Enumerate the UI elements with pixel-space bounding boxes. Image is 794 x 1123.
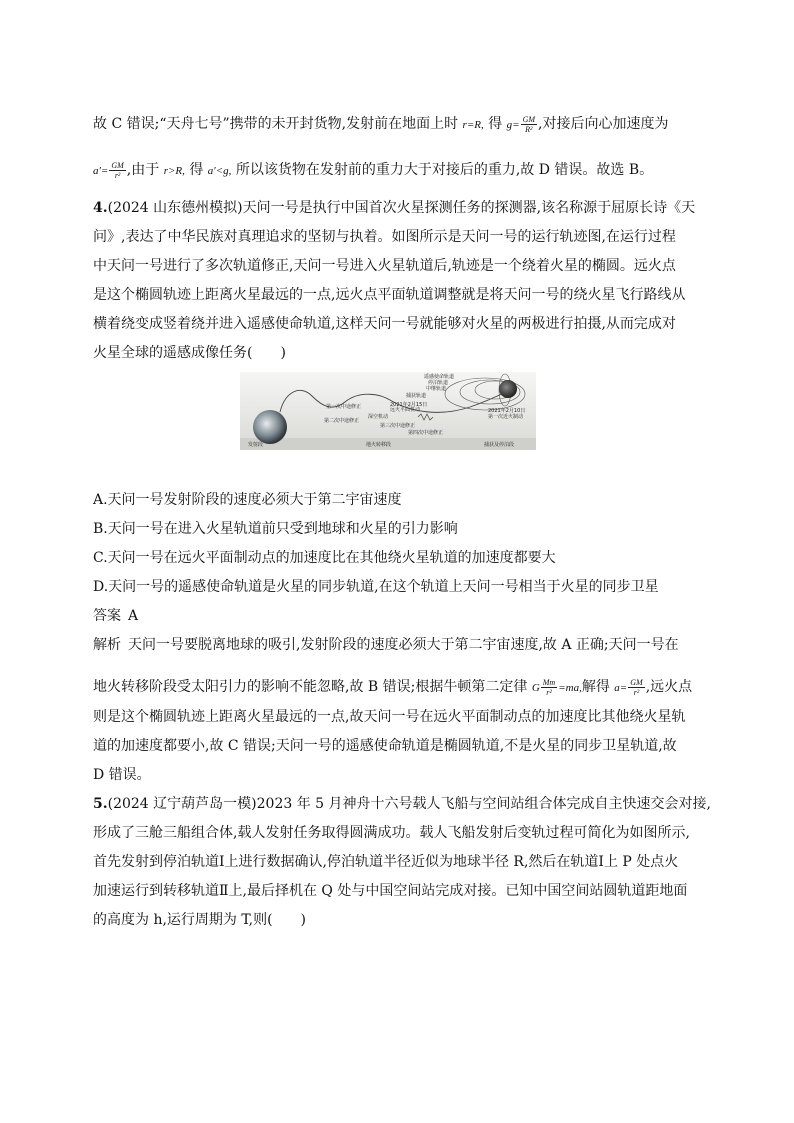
fraction-numerator: GM	[522, 114, 536, 124]
analysis-text: 则是这个椭圆轨迹上距离火星最远的一点,故天问一号在远火平面制动点的加速度比其他绕火星轨	[93, 709, 686, 725]
fraction-denominator: r²	[633, 687, 640, 697]
option-text: B.天问一号在进入火星轨道前只受到地球和火星的引力影响	[93, 521, 458, 537]
label-event-1: 远火平面机动	[390, 407, 421, 413]
math-constant: G	[531, 682, 540, 694]
q4-analysis-line-4	[93, 736, 677, 756]
question-text: 横着绕变成竖着绕并进入遥感使命轨道,这样天问一号就能够对火星的两极进行拍摄,从而完成对	[93, 316, 676, 332]
math-condition: r>R,	[163, 165, 185, 177]
label-phase-transfer: 地火转移段	[366, 442, 392, 448]
fraction-gm-over-r2-small	[109, 161, 125, 180]
label-tcm-3: 第三次中途修正	[380, 423, 416, 429]
label-phase-launch: 发射段	[248, 442, 264, 448]
q5-line-4	[93, 881, 687, 901]
text-segment: 所以该货物在发射前的重力大于对接后的重力,故 D 错误。故选 B。	[235, 162, 654, 178]
label-phase-capture: 捕获及停泊段	[484, 442, 515, 448]
fraction-mm-over-r2	[541, 678, 557, 697]
label-tcm-1: 第一次中途修正	[326, 404, 362, 410]
label-deep-space: 深空机动	[368, 414, 389, 420]
analysis-text: 天问一号要脱离地球的吸引,发射阶段的速度必须大于第二宇宙速度,故 A 正确;天问一号在	[128, 637, 679, 653]
question-text: 是这个椭圆轨迹上距离火星最远的一点,远火点平面轨道调整就是将天问一号的绕火星飞行路线从	[93, 287, 686, 303]
q5-line-1	[93, 794, 711, 814]
question-source: (2024 山东德州模拟)	[107, 200, 243, 216]
analysis-text: 解得	[581, 679, 610, 695]
q4-analysis-line-5	[93, 765, 151, 785]
option-text: C.天问一号在远火平面制动点的加速度比在其他绕火星轨道的加速度都要大	[93, 550, 556, 566]
label-tcm-4: 第四次中途修正	[408, 430, 444, 436]
q5-line-5	[93, 910, 306, 930]
label-tcm-2: 第二次中途修正	[324, 418, 360, 424]
fraction-gm-over-r2-result	[628, 678, 644, 697]
question-text: 的高度为 h,运行周期为 T,则( )	[93, 912, 307, 928]
answer-value: A	[128, 608, 139, 624]
fraction-denominator: R²	[525, 124, 533, 134]
math-expression: g=	[506, 119, 520, 131]
math-expression: a=	[614, 682, 628, 694]
q4-line-5	[93, 314, 676, 334]
label-parking-orbit: 停泊轨道	[428, 380, 449, 386]
label-remote-sensing-orbit: 遥感使命轨道	[424, 374, 455, 380]
prev-answer-line-1	[93, 114, 668, 135]
option-text: D.天问一号的遥感使命轨道是火星的同步轨道,在这个轨道上天问一号相当于火星的同步卫星	[93, 579, 659, 595]
fraction-denominator: r²	[114, 170, 121, 180]
q5-line-3	[93, 852, 678, 872]
fraction-denominator: r²	[546, 687, 552, 697]
q4-line-2	[93, 227, 676, 247]
q4-line-4	[93, 285, 685, 305]
label-capture-orbit: 捕获轨道	[406, 393, 427, 399]
q4-answer	[93, 606, 138, 626]
fraction-gm-over-r2	[521, 115, 537, 134]
q4-analysis-line-1	[93, 635, 679, 655]
trajectory-diagram	[240, 372, 536, 450]
question-number: 4.	[93, 200, 108, 216]
question-number: 5.	[93, 796, 108, 812]
question-text: 天问一号是执行中国首次火星探测任务的探测器,该名称源于屈原长诗《天	[242, 200, 696, 216]
text-segment: ,对接后向心加速度为	[538, 116, 669, 132]
q5-line-2	[93, 823, 690, 843]
question-text: 首先发射到停泊轨道Ⅰ上进行数据确认,停泊轨道半径近似为地球半径 R,然后在轨道Ⅰ上 P 处点火	[93, 854, 679, 870]
question-text: 中天问一号进行了多次轨道修正,天问一号进入火星轨道后,轨迹是一个绕着火星的椭圆。远火点	[93, 258, 676, 274]
q4-line-3	[93, 256, 676, 276]
q4-line-1	[93, 198, 695, 218]
answer-label: 答案	[93, 608, 121, 624]
analysis-text: 道的加速度都要小,故 C 错误;天问一号的遥感使命轨道是椭圆轨道,不是火星的同步卫星轨道,故	[93, 738, 677, 754]
question-text: 加速运行到转移轨道Ⅱ上,最后择机在 Q 处与中国空间站完成对接。已知中国空间站圆轨道距地面	[93, 883, 688, 899]
text-segment: 得	[488, 116, 503, 132]
label-event-2: 第一次近火制动	[488, 414, 524, 420]
question-text: 火星全球的遥感成像任务( )	[93, 345, 286, 361]
text-segment: ,由于	[126, 162, 160, 178]
mars-icon	[499, 380, 517, 398]
label-date-1: 2021年2月15日	[390, 402, 428, 408]
fraction-numerator: Mm	[542, 677, 556, 687]
earth-icon	[253, 410, 287, 444]
prev-answer-line-2	[93, 160, 653, 181]
math-expression: =ma,	[558, 682, 582, 694]
q4-option-a	[93, 490, 402, 510]
q4-analysis-line-2	[93, 677, 692, 698]
option-text: A.天问一号发射阶段的速度必须大于第二宇宙速度	[93, 492, 402, 508]
question-text: 2023 年 5 月神舟十六号载人飞船与空间站组合体完成自主快速交会对接,	[256, 796, 711, 812]
q4-option-c	[93, 548, 556, 568]
trajectory-figure	[240, 372, 536, 450]
text-segment: 故 C 错误;“天舟七号”携带的未开封货物,发射前在地面上时	[93, 116, 459, 132]
fraction-numerator: GM	[630, 677, 643, 687]
analysis-text: 地火转移阶段受太阳引力的影响不能忽略,故 B 错误;根据牛顿第二定律	[93, 679, 528, 695]
q4-analysis-line-3	[93, 707, 685, 727]
fraction-numerator: GM	[111, 160, 124, 170]
math-expression: a′=	[93, 165, 109, 177]
question-source: (2024 辽宁葫芦岛一模)	[107, 796, 257, 812]
question-text: 形成了三舱三船组合体,载人发射任务取得圆满成功。载人飞船发射后变轨过程可简化为如图所示,	[93, 825, 690, 841]
q4-line-6	[93, 343, 286, 363]
label-relay-orbit: 中继轨道	[426, 386, 447, 392]
analysis-text: D 错误。	[93, 767, 151, 783]
math-condition: r=R,	[462, 119, 484, 131]
q4-option-b	[93, 519, 458, 539]
label-date-2: 2021年2月10日	[488, 408, 526, 414]
analysis-text: ,远火点	[645, 679, 693, 695]
math-inequality: a′<g,	[207, 165, 232, 177]
question-text: 问》,表达了中华民族对真理追求的坚韧与执着。如图所示是天问一号的运行轨迹图,在运行过程	[93, 229, 676, 245]
analysis-label: 解析	[93, 637, 121, 653]
q4-option-d	[93, 577, 659, 597]
text-segment: 得	[189, 162, 204, 178]
